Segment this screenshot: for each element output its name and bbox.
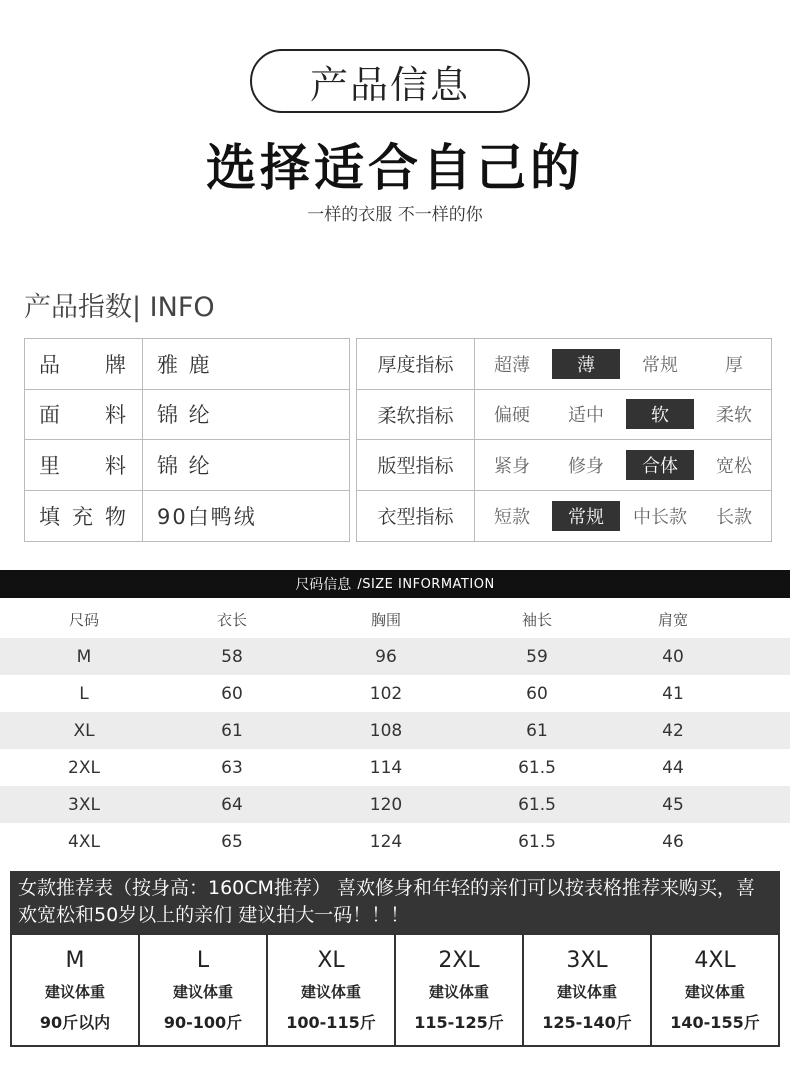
recommendation-weight-label: 建议体重 bbox=[684, 982, 745, 1001]
index-option-selected: 薄 bbox=[552, 349, 620, 379]
index-option: 修身 bbox=[568, 455, 604, 477]
size-table-row bbox=[0, 712, 790, 749]
index-option: 超薄 bbox=[494, 354, 530, 376]
size-cell: 58 bbox=[221, 646, 243, 667]
size-cell: XL bbox=[73, 720, 95, 741]
size-cell: M bbox=[76, 646, 92, 667]
size-cell: 42 bbox=[662, 720, 684, 741]
size-cell: 61.5 bbox=[518, 794, 556, 815]
size-cell: 96 bbox=[375, 646, 397, 667]
size-info-subtitle: /SIZE INFORMATION bbox=[357, 576, 495, 592]
size-cell: 60 bbox=[526, 683, 548, 704]
recommendation-weight-label: 建议体重 bbox=[556, 982, 617, 1001]
size-header-cell: 袖长 bbox=[521, 611, 552, 629]
recommendation-weight-label: 建议体重 bbox=[44, 982, 105, 1001]
basic-info-label bbox=[25, 440, 143, 490]
size-cell: 102 bbox=[369, 683, 403, 704]
size-cell: 124 bbox=[369, 831, 403, 852]
size-cell: 2XL bbox=[68, 757, 100, 778]
recommendation-size: 4XL bbox=[694, 947, 736, 973]
label-char: 料 bbox=[105, 403, 126, 428]
recommendation-weight: 125-140斤 bbox=[542, 1012, 632, 1032]
basic-info-row bbox=[25, 390, 349, 441]
recommendation-note: 女款推荐表（按身高：160CM推荐） 喜欢修身和年轻的亲们可以按表格推荐来购买，喜欢宽松和50岁以上的亲们 建议拍大一码！！！ bbox=[10, 871, 780, 933]
size-cell: 41 bbox=[662, 683, 684, 704]
label-char: 充 bbox=[72, 504, 93, 529]
size-cell: 46 bbox=[662, 831, 684, 852]
size-cell: 44 bbox=[662, 757, 684, 778]
index-row bbox=[357, 339, 771, 390]
size-cell: 3XL bbox=[68, 794, 100, 815]
index-option: 厚 bbox=[725, 354, 743, 376]
recommendation-weight: 90斤以内 bbox=[39, 1012, 111, 1032]
index-option: 紧身 bbox=[494, 455, 530, 477]
size-table-row bbox=[0, 749, 790, 786]
index-options bbox=[475, 390, 771, 440]
recommendation-weight: 115-125斤 bbox=[414, 1012, 504, 1032]
tagline: 一样的衣服 不一样的你 bbox=[307, 205, 483, 225]
recommendation-size: M bbox=[65, 947, 85, 973]
size-cell: 61 bbox=[221, 720, 243, 741]
recommendation-table bbox=[10, 933, 780, 1047]
index-option-selected: 合体 bbox=[626, 450, 694, 480]
recommendation-weight-label: 建议体重 bbox=[428, 982, 489, 1001]
index-option: 适中 bbox=[568, 405, 604, 427]
index-option: 柔软 bbox=[716, 405, 752, 427]
size-cell: 65 bbox=[221, 831, 243, 852]
basic-info-label bbox=[25, 390, 143, 440]
size-cell: L bbox=[79, 683, 89, 704]
basic-info-label bbox=[25, 491, 143, 542]
size-cell: 114 bbox=[369, 757, 403, 778]
size-table-row bbox=[0, 823, 790, 860]
index-options bbox=[475, 491, 771, 542]
label-char: 物 bbox=[105, 504, 126, 529]
label-char: 品 bbox=[39, 352, 60, 377]
size-cell: 40 bbox=[662, 646, 684, 667]
recommendation-column bbox=[12, 935, 140, 1045]
size-header-cell: 肩宽 bbox=[657, 611, 688, 629]
size-cell: 61.5 bbox=[518, 757, 556, 778]
recommendation-column bbox=[652, 935, 778, 1045]
recommendation-weight: 140-155斤 bbox=[670, 1012, 760, 1032]
index-label: 衣型指标 bbox=[357, 491, 475, 542]
recommendation-weight: 90-100斤 bbox=[163, 1012, 243, 1032]
basic-info-value: 雅 鹿 bbox=[157, 352, 212, 377]
basic-info-table bbox=[24, 338, 350, 542]
index-options bbox=[475, 339, 771, 389]
size-cell: 64 bbox=[221, 794, 243, 815]
size-table-row bbox=[0, 638, 790, 675]
recommendation-weight-label: 建议体重 bbox=[300, 982, 361, 1001]
size-cell: 61 bbox=[526, 720, 548, 741]
recommendation-size: XL bbox=[317, 947, 345, 973]
index-option: 偏硬 bbox=[494, 405, 530, 427]
size-table bbox=[0, 601, 790, 860]
recommendation-column bbox=[140, 935, 268, 1045]
basic-info-value: 锦 纶 bbox=[157, 403, 212, 428]
size-header-cell: 尺码 bbox=[68, 611, 99, 629]
index-row bbox=[357, 390, 771, 441]
index-option: 短款 bbox=[494, 506, 530, 528]
size-header-cell: 衣长 bbox=[216, 611, 247, 629]
recommendation-weight-label: 建议体重 bbox=[172, 982, 233, 1001]
basic-info-label bbox=[25, 339, 143, 389]
index-option-selected: 常规 bbox=[552, 501, 620, 531]
basic-info-row bbox=[25, 491, 349, 542]
index-option: 中长款 bbox=[633, 506, 687, 528]
size-info-bar bbox=[0, 570, 790, 598]
label-char: 里 bbox=[39, 453, 60, 478]
size-cell: 61.5 bbox=[518, 831, 556, 852]
index-option: 长款 bbox=[716, 506, 752, 528]
index-label: 厚度指标 bbox=[357, 339, 475, 389]
size-info-title: 尺码信息 bbox=[295, 577, 352, 593]
size-cell: 120 bbox=[369, 794, 403, 815]
basic-info-row bbox=[25, 440, 349, 491]
size-cell: 60 bbox=[221, 683, 243, 704]
recommendation-column bbox=[524, 935, 652, 1045]
headline: 选择适合自己的 bbox=[206, 139, 584, 197]
index-label: 柔软指标 bbox=[357, 390, 475, 440]
index-option: 宽松 bbox=[716, 455, 752, 477]
label-char: 填 bbox=[39, 504, 60, 529]
size-table-row bbox=[0, 675, 790, 712]
size-cell: 108 bbox=[369, 720, 403, 741]
size-cell: 63 bbox=[221, 757, 243, 778]
recommendation-column bbox=[396, 935, 524, 1045]
index-option-selected: 软 bbox=[626, 399, 694, 429]
basic-info-value: 90白鸭绒 bbox=[157, 504, 257, 529]
index-option: 常规 bbox=[642, 354, 678, 376]
basic-info-value: 锦 纶 bbox=[157, 453, 212, 478]
index-table bbox=[356, 338, 772, 542]
section-pill-title: 产品信息 bbox=[250, 49, 530, 113]
recommendation-column bbox=[268, 935, 396, 1045]
size-cell: 45 bbox=[662, 794, 684, 815]
index-options bbox=[475, 440, 771, 490]
index-label: 版型指标 bbox=[357, 440, 475, 490]
size-cell: 4XL bbox=[68, 831, 100, 852]
label-char: 料 bbox=[105, 453, 126, 478]
size-table-header bbox=[0, 601, 790, 638]
index-row bbox=[357, 491, 771, 542]
recommendation-size: 3XL bbox=[566, 947, 608, 973]
size-header-cell: 胸围 bbox=[370, 611, 401, 629]
label-char: 牌 bbox=[105, 352, 126, 377]
basic-info-row bbox=[25, 339, 349, 390]
label-char: 面 bbox=[39, 403, 60, 428]
index-row bbox=[357, 440, 771, 491]
recommendation-size: 2XL bbox=[438, 947, 480, 973]
product-index-title: 产品指数| INFO bbox=[24, 292, 215, 323]
size-table-row bbox=[0, 786, 790, 823]
size-cell: 59 bbox=[526, 646, 548, 667]
recommendation-size: L bbox=[196, 947, 210, 973]
recommendation-weight: 100-115斤 bbox=[286, 1012, 376, 1032]
